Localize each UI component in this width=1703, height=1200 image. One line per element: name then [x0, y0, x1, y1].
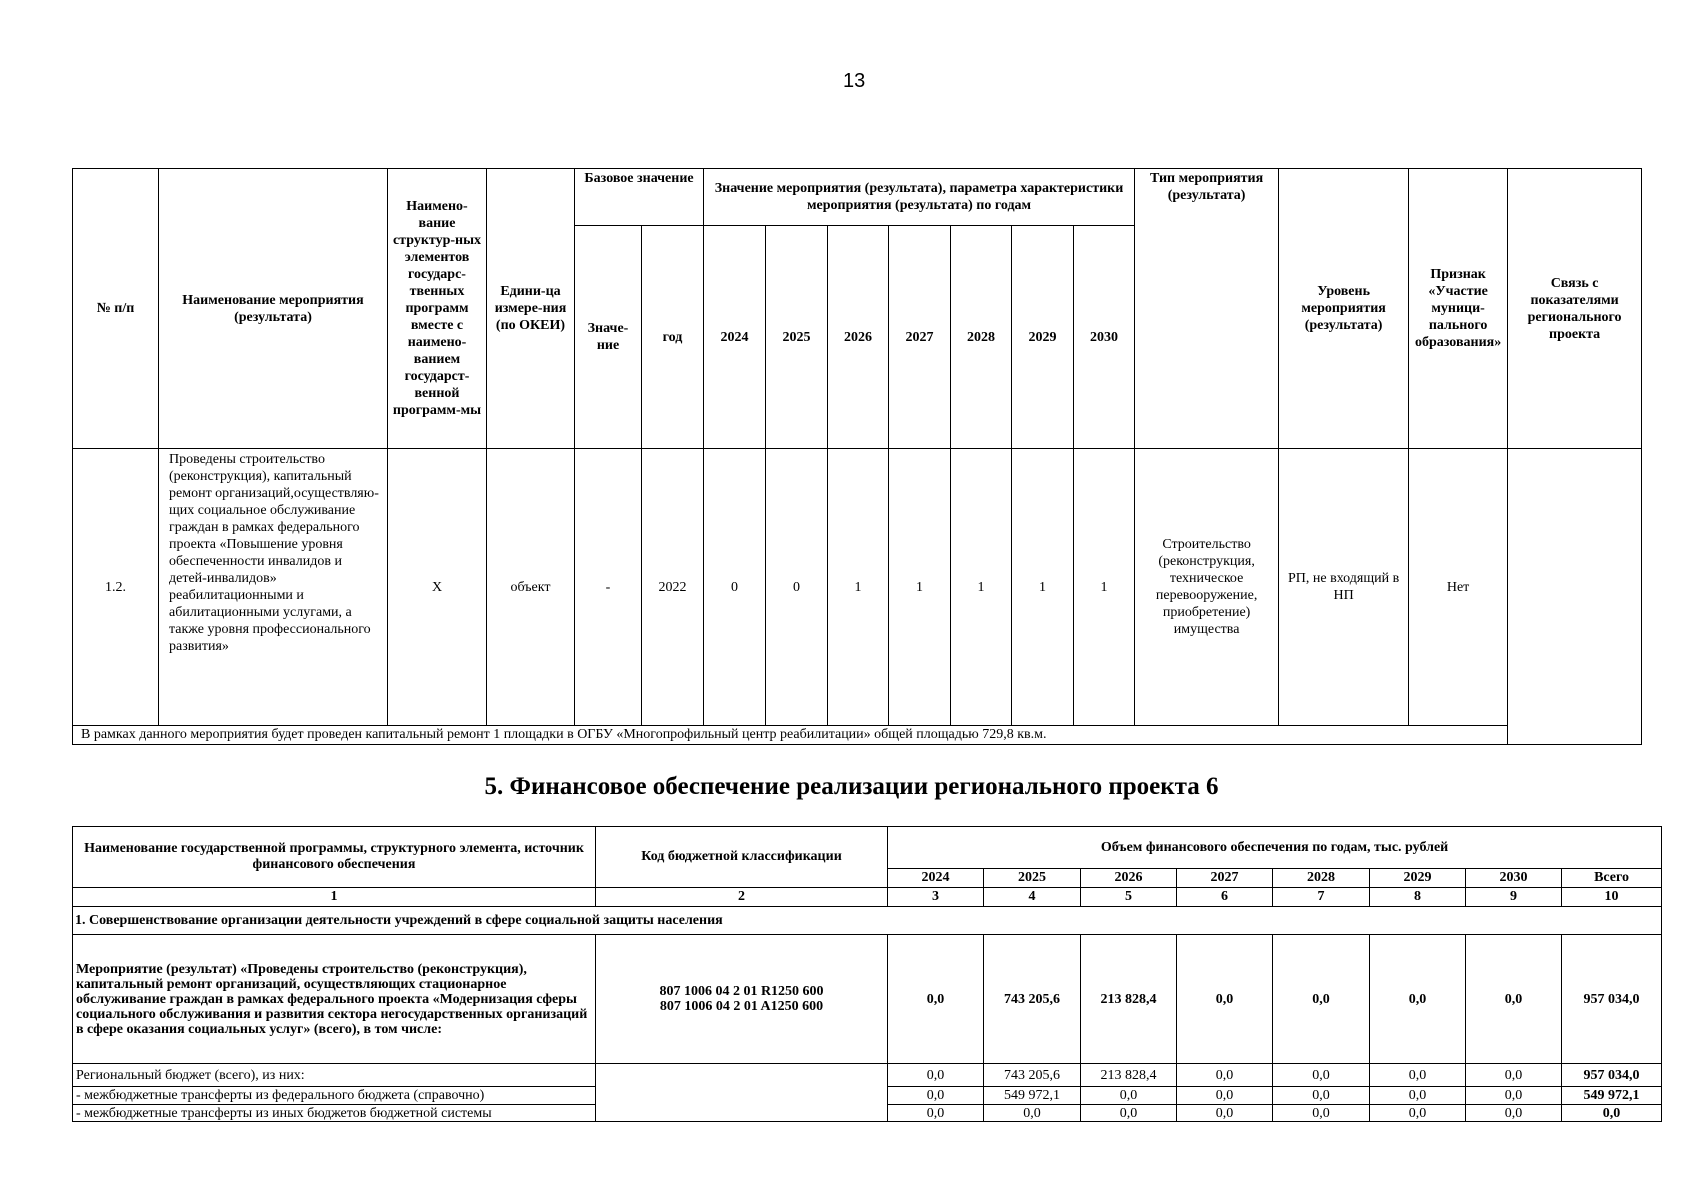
fin-value: 549 972,1: [984, 1087, 1081, 1105]
header-year: 2024: [704, 226, 766, 449]
header-base: Базовое значение: [575, 169, 704, 226]
fin-value: 0,0: [1177, 1087, 1273, 1105]
header-level: Уровень мероприятия (результата): [1279, 169, 1409, 449]
header-year: 2030: [1074, 226, 1135, 449]
fin-value: 213 828,4: [1081, 935, 1177, 1064]
fin-header-year: 2024: [888, 869, 984, 888]
fin-value: 0,0: [1466, 1087, 1562, 1105]
header-years-group: Значение мероприятия (результата), параметра характеристики мероприятия (результата) по годам: [704, 169, 1135, 226]
row-year-value: 1: [951, 449, 1012, 726]
fin-value: 0,0: [1466, 935, 1562, 1064]
header-year: 2029: [1012, 226, 1074, 449]
fin-col-number: 3: [888, 888, 984, 907]
fin-col-number: 7: [1273, 888, 1370, 907]
fin-row-code-empty: [596, 1064, 888, 1122]
row-link: [1508, 449, 1642, 745]
fin-value: 0,0: [1273, 935, 1370, 1064]
fin-row-name: - межбюджетные трансферты из иных бюджетов бюджетной системы: [73, 1105, 596, 1122]
fin-value-total: 957 034,0: [1562, 935, 1662, 1064]
fin-value: 0,0: [1466, 1064, 1562, 1087]
row-year-value: 1: [1012, 449, 1074, 726]
header-base-value: Значе-ние: [575, 226, 642, 449]
fin-header-year: 2026: [1081, 869, 1177, 888]
fin-col-number: 1: [73, 888, 596, 907]
fin-section-row: 1. Совершенствование организации деятельности учреждений в сфере социальной защиты населения: [73, 907, 1662, 935]
fin-value: 0,0: [1370, 1064, 1466, 1087]
fin-header-total: Всего: [1562, 869, 1662, 888]
financing-table: [72, 826, 1662, 1122]
row-unit: объект: [487, 449, 575, 726]
fin-row-name: - межбюджетные трансферты из федерального бюджета (справочно): [73, 1087, 596, 1105]
page-number: 13: [843, 70, 866, 92]
fin-value: 0,0: [1081, 1087, 1177, 1105]
fin-value: 0,0: [888, 1064, 984, 1087]
row-base-value: -: [575, 449, 642, 726]
fin-col-number: 6: [1177, 888, 1273, 907]
fin-row-name: Мероприятие (результат) «Проведены строительство (реконструкция), капитальный ремонт организаций, осуществляющих стационарное обслуживание граждан в рамках федерального проекта «Модернизация сферы социального обслуживания и развития сектора негосударственных организаций в сфере оказания социальных услуг» (всего), в том числе:: [73, 935, 596, 1064]
fin-header-name: Наименование государственной программы, структурного элемента, источник финансового обеспечения: [73, 827, 596, 888]
header-name: Наименование мероприятия (результата): [159, 169, 388, 449]
fin-col-number: 8: [1370, 888, 1466, 907]
header-type: Тип мероприятия (результата): [1135, 169, 1279, 449]
fin-value: 0,0: [888, 1105, 984, 1122]
row-name: Проведены строительство (реконструкция), капитальный ремонт организаций,осуществляю-щих социальное обслуживание граждан в рамках федерального проекта «Повышение уровня обеспеченности инвалидов и детей-инвалидов» реабилитационными и абилитационными услугами, а также уровня профессионального развития»: [159, 449, 388, 726]
header-struct: Наимено-вание структур-ных элементов государс-твенных программ вместе с наимено-ванием государст-венной программ-мы: [388, 169, 487, 449]
row-note: В рамках данного мероприятия будет проведен капитальный ремонт 1 площадки в ОГБУ «Многопрофильный центр реабилитации» общей площадью 729,8 кв.м.: [73, 726, 1508, 745]
row-num: 1.2.: [73, 449, 159, 726]
header-num: № п/п: [73, 169, 159, 449]
fin-col-number: 5: [1081, 888, 1177, 907]
header-muni: Признак «Участие муници-пального образования»: [1409, 169, 1508, 449]
fin-value: 0,0: [888, 1087, 984, 1105]
row-struct: Х: [388, 449, 487, 726]
fin-value: 743 205,6: [984, 935, 1081, 1064]
fin-value-total: 957 034,0: [1562, 1064, 1662, 1087]
row-year-value: 1: [1074, 449, 1135, 726]
fin-header-year: 2028: [1273, 869, 1370, 888]
fin-code-line: 807 1006 04 2 01 A1250 600: [659, 999, 824, 1014]
fin-value-total: 549 972,1: [1562, 1087, 1662, 1105]
fin-header-volume: Объем финансового обеспечения по годам, тыс. рублей: [888, 827, 1662, 869]
fin-value: 0,0: [1177, 1105, 1273, 1122]
row-year-value: 1: [828, 449, 889, 726]
fin-value: 0,0: [888, 935, 984, 1064]
fin-value: 213 828,4: [1081, 1064, 1177, 1087]
fin-value-total: 0,0: [1562, 1105, 1662, 1122]
header-unit: Едини-ца измере-ния (по ОКЕИ): [487, 169, 575, 449]
fin-col-number: 10: [1562, 888, 1662, 907]
header-year: 2026: [828, 226, 889, 449]
fin-header-year: 2025: [984, 869, 1081, 888]
header-link: Связь с показателями регионального проекта: [1508, 169, 1642, 449]
fin-header-code: Код бюджетной классификации: [596, 827, 888, 888]
fin-value: 0,0: [1177, 935, 1273, 1064]
row-year-value: 0: [704, 449, 766, 726]
fin-value: 0,0: [1370, 1105, 1466, 1122]
fin-value: 0,0: [1081, 1105, 1177, 1122]
fin-value: 0,0: [1273, 1064, 1370, 1087]
header-base-year: год: [642, 226, 704, 449]
fin-value: 0,0: [1370, 1087, 1466, 1105]
fin-col-number: 2: [596, 888, 888, 907]
row-muni: Нет: [1409, 449, 1508, 726]
row-level: РП, не входящий в НП: [1279, 449, 1409, 726]
header-year: 2027: [889, 226, 951, 449]
fin-code-line: 807 1006 04 2 01 R1250 600: [659, 984, 824, 999]
section-title: 5. Финансовое обеспечение реализации регионального проекта 6: [484, 773, 1219, 800]
fin-header-year: 2027: [1177, 869, 1273, 888]
fin-row-code: [596, 935, 888, 1064]
header-year: 2025: [766, 226, 828, 449]
fin-col-number: 4: [984, 888, 1081, 907]
fin-value: 743 205,6: [984, 1064, 1081, 1087]
fin-row-name: Региональный бюджет (всего), из них:: [73, 1064, 596, 1087]
fin-value: 0,0: [984, 1105, 1081, 1122]
row-type: Строительство (реконструкция, техническое перевооружение, приобретение) имущества: [1135, 449, 1279, 726]
row-year-value: 0: [766, 449, 828, 726]
fin-col-number: 9: [1466, 888, 1562, 907]
row-base-year: 2022: [642, 449, 704, 726]
fin-header-year: 2029: [1370, 869, 1466, 888]
fin-value: 0,0: [1177, 1064, 1273, 1087]
fin-header-year: 2030: [1466, 869, 1562, 888]
fin-value: 0,0: [1466, 1105, 1562, 1122]
fin-value: 0,0: [1273, 1087, 1370, 1105]
row-year-value: 1: [889, 449, 951, 726]
results-table: [72, 168, 1642, 745]
fin-value: 0,0: [1273, 1105, 1370, 1122]
header-year: 2028: [951, 226, 1012, 449]
fin-value: 0,0: [1370, 935, 1466, 1064]
